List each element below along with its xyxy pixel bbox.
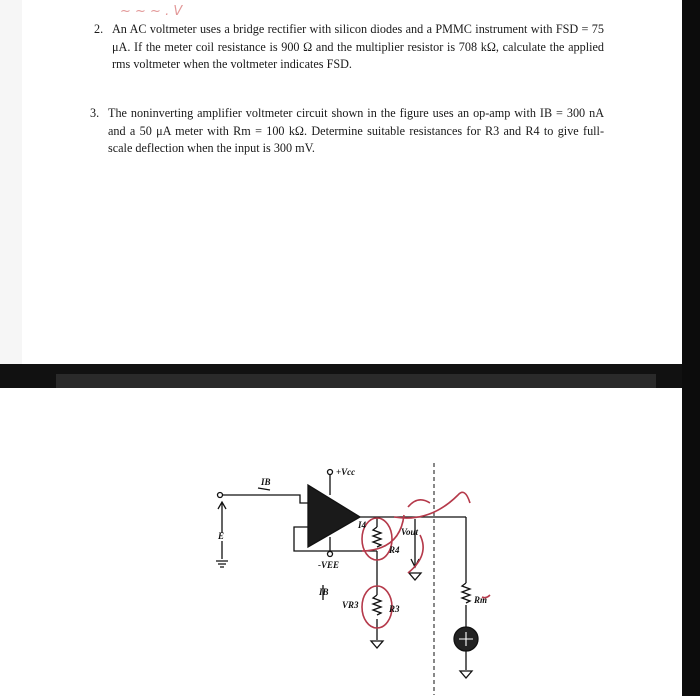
ib-out-label: IB bbox=[319, 587, 329, 597]
red-annotations bbox=[362, 492, 490, 628]
e-label: E bbox=[218, 531, 225, 541]
vout-ground-icon bbox=[409, 573, 421, 580]
right-border bbox=[682, 0, 700, 696]
left-page-edge bbox=[0, 0, 22, 372]
vcc-terminal bbox=[328, 470, 333, 475]
problem-2-number: 2. bbox=[94, 22, 104, 36]
r3-label: R3 bbox=[389, 604, 400, 614]
ib-in-label: IB bbox=[261, 477, 271, 487]
problem-3-number: 3. bbox=[90, 106, 100, 120]
input-wire bbox=[223, 495, 308, 503]
vee-terminal bbox=[328, 552, 333, 557]
r4-resistor bbox=[373, 527, 381, 547]
input-ground-icon bbox=[216, 561, 228, 567]
r3-ground-icon bbox=[371, 641, 383, 648]
rm-resistor bbox=[462, 583, 470, 603]
vout-label: Vout bbox=[401, 527, 419, 537]
vee-label: -VEE bbox=[318, 560, 340, 570]
r4-label: R4 bbox=[389, 545, 400, 555]
rm-label: Rm bbox=[474, 595, 488, 605]
noninverting-voltmeter-circuit bbox=[190, 455, 520, 696]
red-stroke-2 bbox=[394, 492, 470, 518]
problem-2-text: An AC voltmeter uses a bridge rectifier with silicon diodes and a PMMC instrument with FSD = 75 μA. If the meter coil resistance is 900 Ω and the multiplier resistor is 708 kΩ, calculate the applied rms voltmeter when the voltmeter indicates FSD. bbox=[112, 22, 604, 71]
ib-in-arrow bbox=[258, 488, 270, 490]
input-terminal bbox=[218, 493, 223, 498]
page-divider bbox=[0, 364, 682, 388]
op-amp bbox=[308, 485, 360, 547]
vcc-label: +Vcc bbox=[336, 467, 356, 477]
meter-ground-icon bbox=[460, 671, 472, 678]
red-stroke-1 bbox=[408, 500, 430, 507]
problem-3-text: The noninverting amplifier voltmeter circuit shown in the figure uses an op-amp with IB = 300 nA and a 50 μA meter with Rm = 100 kΩ. Determine suitable resistances for R3 and R4 to give full-scale deflection when the input is 300 mV. bbox=[108, 106, 604, 155]
r3-resistor bbox=[373, 595, 381, 615]
i4-label: I4 bbox=[358, 520, 367, 530]
handwriting-top: ~ ~ ~ . V bbox=[120, 4, 183, 19]
vr3-label: VR3 bbox=[342, 600, 359, 610]
